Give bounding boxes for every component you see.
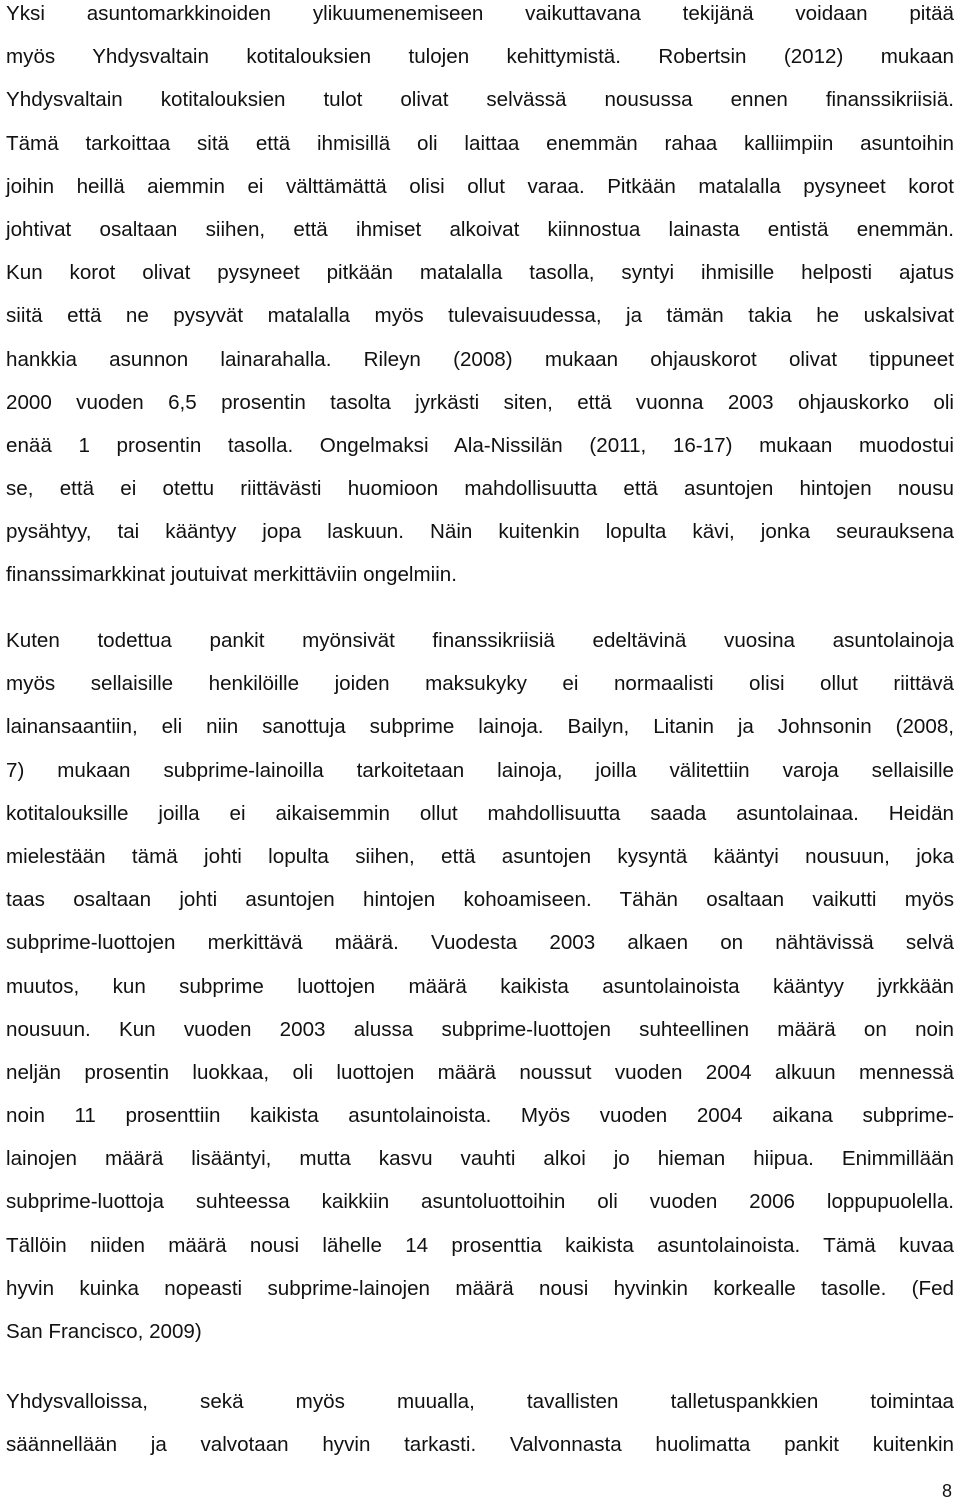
text-line: kotitalouksille joilla ei aikaisemmin ollut mahdollisuutta saada asuntolainaa. Heidän [6, 801, 954, 825]
text-line: Yhdysvalloissa, sekä myös muualla, tavallisten talletuspankkien toimintaa [6, 1390, 954, 1413]
text-line: finanssimarkkinat joutuivat merkittäviin ongelmiin. [6, 563, 457, 587]
text-line: se, että ei otettu riittävästi huomioon mahdollisuutta että asuntojen hintojen nousu [6, 477, 954, 501]
text-line: subprime-luottoja suhteessa kaikkiin asuntoluottoihin oli vuoden 2006 loppupuolella. [6, 1190, 954, 1214]
text-line: säännellään ja valvotaan hyvin tarkasti. Valvonnasta huolimatta pankit kuitenkin [6, 1433, 954, 1457]
text-line: pysähtyy, tai kääntyy jopa laskuun. Näin kuitenkin lopulta kävi, jonka seurauksena [6, 520, 954, 544]
text-line: myös Yhdysvaltain kotitalouksien tulojen kehittymistä. Robertsin (2012) mukaan [6, 45, 954, 69]
text-line: lainansaantiin, eli niin sanottuja subprime lainoja. Bailyn, Litanin ja Johnsonin (2008, [6, 715, 954, 739]
text-line: joihin heillä aiemmin ei välttämättä olisi ollut varaa. Pitkään matalalla pysyneet korot [6, 174, 954, 198]
text-line: San Francisco, 2009) [6, 1320, 202, 1343]
text-line: Kun korot olivat pysyneet pitkään matalalla tasolla, syntyi ihmisille helposti ajatus [6, 261, 954, 285]
text-line: hankkia asunnon lainarahalla. Rileyn (2008) mukaan ohjauskorot olivat tippuneet [6, 347, 954, 371]
text-line: mielestään tämä johti lopulta siihen, että asuntojen kysyntä kääntyi nousuun, joka [6, 844, 954, 868]
text-line: johtivat osaltaan siihen, että ihmiset alkoivat kiinnostua lainasta entistä enemmän. [6, 217, 954, 241]
text-line: lainojen määrä lisääntyi, mutta kasvu vauhti alkoi jo hieman hiipua. Enimmillään [6, 1147, 954, 1171]
text-line: Yhdysvaltain kotitalouksien tulot olivat selvässä nousussa ennen finanssikriisiä. [6, 88, 954, 112]
text-line: siitä että ne pysyvät matalalla myös tulevaisuudessa, ja tämän takia he uskalsivat [6, 304, 954, 328]
paragraph-housing-market-overheating [6, 0, 954, 597]
text-line: subprime-luottojen merkittävä määrä. Vuodesta 2003 alkaen on nähtävissä selvä [6, 931, 954, 955]
text-line: myös sellaisille henkilöille joiden maksukyky ei normaalisti olisi ollut riittävä [6, 672, 954, 696]
text-line: taas osaltaan johti asuntojen hintojen kohoamiseen. Tähän osaltaan vaikutti myös [6, 888, 954, 912]
paragraph-subprime-loans [6, 619, 954, 1353]
text-line: hyvin kuinka nopeasti subprime-lainojen määrä nousi hyvinkin korkealle tasolle. (Fed [6, 1276, 954, 1300]
text-line: 2000 vuoden 6,5 prosentin tasolta jyrkästi siten, että vuonna 2003 ohjauskorko oli [6, 390, 954, 414]
text-line: enää 1 prosentin tasolla. Ongelmaksi Ala-Nissilän (2011, 16-17) mukaan muodostui [6, 433, 954, 457]
text-line: noin 11 prosenttiin kaikista asuntolainoista. Myös vuoden 2004 aikana subprime- [6, 1104, 954, 1128]
text-line: Yksi asuntomarkkinoiden ylikuumenemiseen vaikuttavana tekijänä voidaan pitää [6, 2, 954, 25]
paragraph-bank-regulation [6, 1380, 954, 1466]
text-line: neljän prosentin luokkaa, oli luottojen määrä noussut vuoden 2004 alkuun mennessä [6, 1060, 954, 1084]
text-line: muutos, kun subprime luottojen määrä kaikista asuntolainoista kääntyy jyrkkään [6, 974, 954, 998]
page-number: 8 [941, 1481, 952, 1501]
text-line: nousuun. Kun vuoden 2003 alussa subprime-luottojen suhteellinen määrä on noin [6, 1017, 954, 1041]
text-line: Tällöin niiden määrä nousi lähelle 14 prosenttia kaikista asuntolainoista. Tämä kuvaa [6, 1233, 954, 1257]
text-line: Kuten todettua pankit myönsivät finanssikriisiä edeltävinä vuosina asuntolainoja [6, 629, 954, 652]
text-line: 7) mukaan subprime-lainoilla tarkoitetaan lainoja, joilla välitettiin varoja sellaisille [6, 758, 954, 782]
text-line: Tämä tarkoittaa sitä että ihmisillä oli laittaa enemmän rahaa kalliimpiin asuntoihin [6, 131, 954, 155]
